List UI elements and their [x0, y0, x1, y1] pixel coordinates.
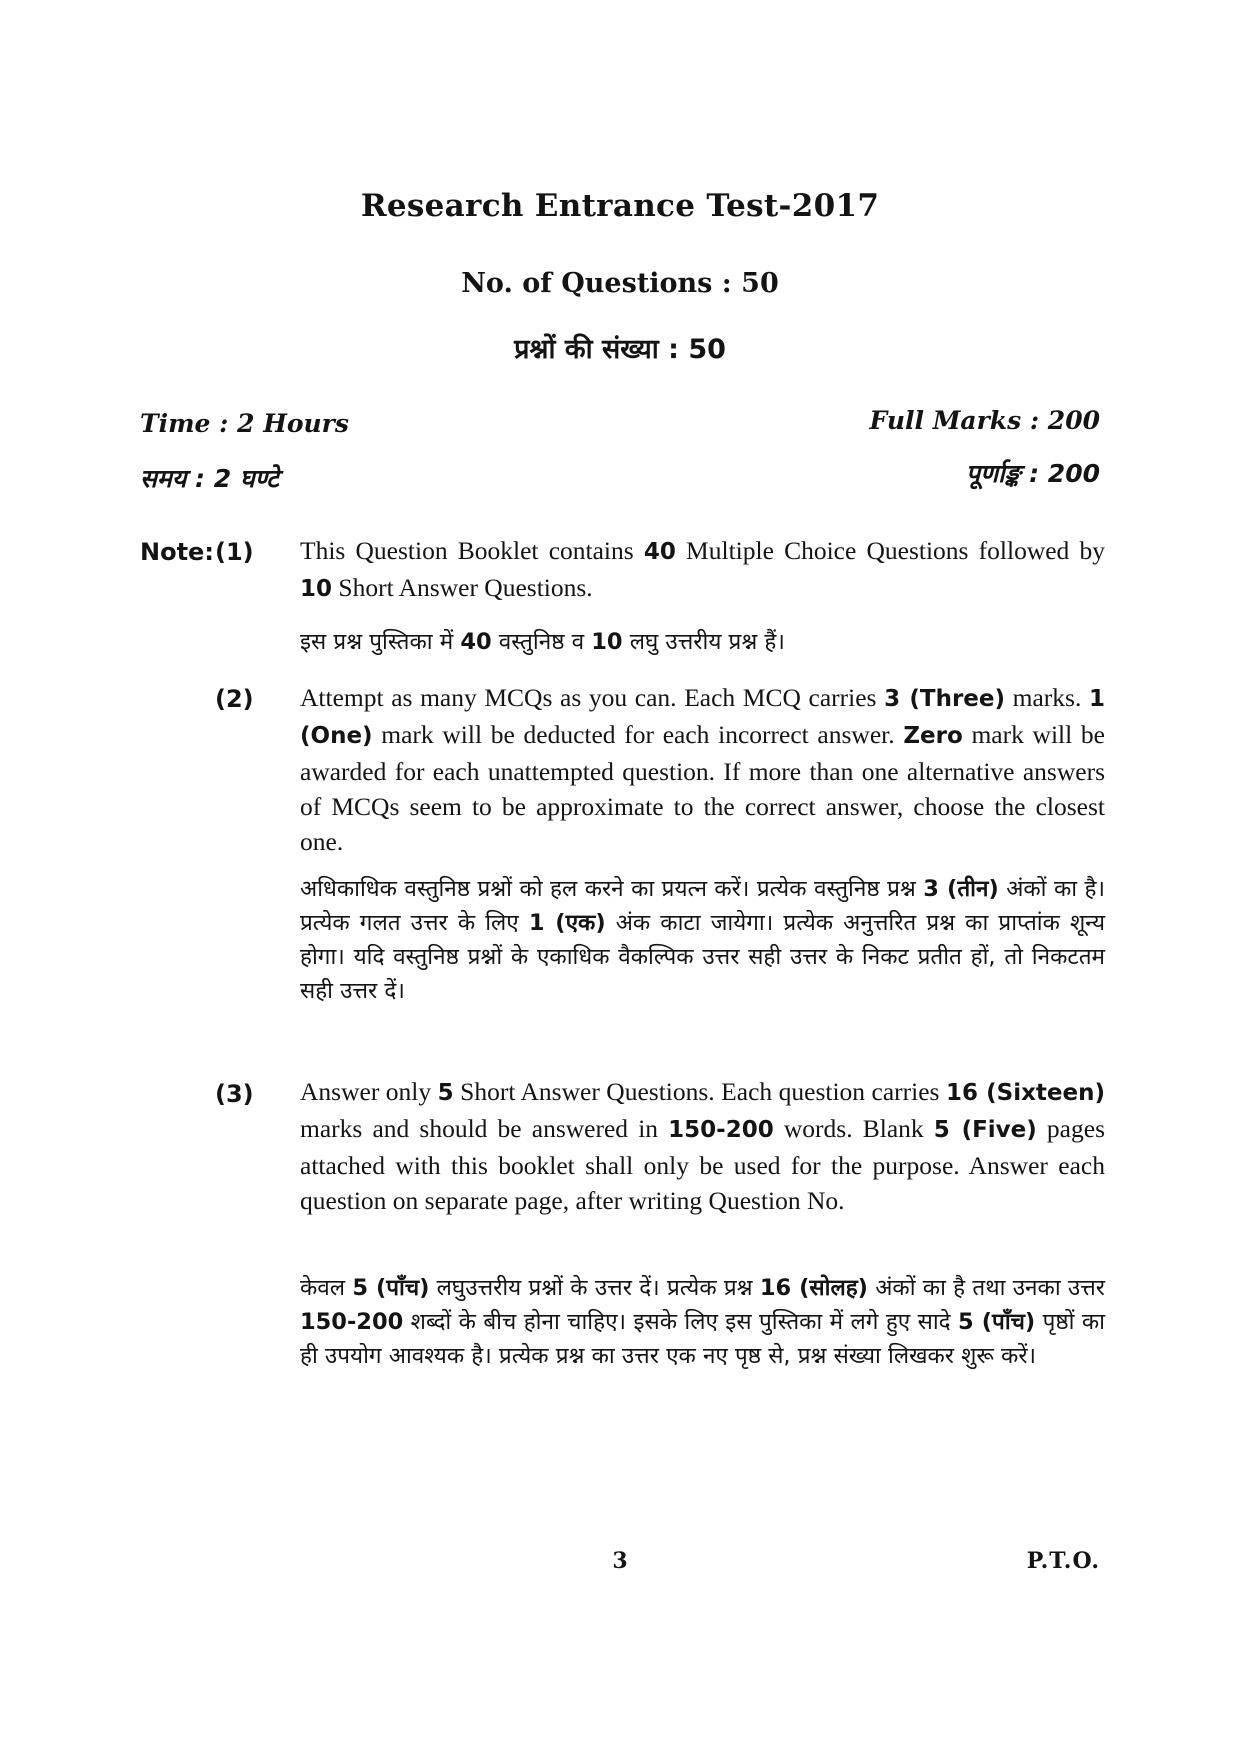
note-number-2: (2): [215, 685, 254, 713]
full-marks-hi: पूर्णाङ्क : 200: [965, 459, 1100, 488]
time-hi: समय : 2 घण्टे: [140, 464, 279, 493]
pto-label: P.T.O.: [1026, 1548, 1100, 1574]
note-1-hi: इस प्रश्न पुस्तिका में 40 वस्तुनिष्ठ व 10 लघु उत्तरीय प्रश्न हैं।: [300, 629, 785, 655]
note-number-3: (3): [215, 1080, 254, 1108]
note-3-en: Answer only 5 Short Answer Questions. Each question carries 16 (Sixteen) marks and should be answered in 150-200 words. Blank 5 (Five) pages attached with this booklet shall only be used for the purpose. Answer each question on separate page, after writing Question No.: [300, 1077, 1105, 1215]
note-number-1: (1): [215, 538, 254, 566]
page-number: 3: [612, 1548, 628, 1574]
note-2-hi: अधिकाधिक वस्तुनिष्ठ प्रश्नों को हल करने का प्रयत्न करें। प्रत्येक वस्तुनिष्ठ प्रश्न 3 (तीन) अंकों का है। प्रत्येक गलत उत्तर के लिए 1 (एक) अंक काटा जायेगा। प्रत्येक अनुत्तरित प्रश्न का प्राप्तांक शून्य होगा। यदि वस्तुनिष्ठ प्रश्नों के एकाधिक वैकल्पिक उत्तर सही उत्तर के निकट प्रतीत हों, तो निकटतम सही उत्तर दें।: [300, 876, 1105, 1004]
time-en: Time : 2 Hours: [140, 409, 349, 438]
note-3-hi: केवल 5 (पाँच) लघुउत्तरीय प्रश्नों के उत्तर दें। प्रत्येक प्रश्न 16 (सोलह) अंकों का है तथा उनका उत्तर 150-200 शब्दों के बीच होना चाहिए। इसके लिए इस पुस्तिका में लगे हुए सादे 5 (पाँच) पृष्ठों का ही उपयोग आवश्यक है। प्रत्येक प्रश्न का उत्तर एक नए पृष्ठ से, प्रश्न संख्या लिखकर शुरू करें।: [300, 1275, 1105, 1369]
num-questions-hi: प्रश्नों की संख्या : 50: [514, 334, 726, 365]
note-2-en: Attempt as many MCQs as you can. Each MCQ carries 3 (Three) marks. 1 (One) mark will be deducted for each incorrect answer. Zero mark will be awarded for each unattempted question. If more than one alternative answers of MCQs seem to be approximate to the correct answer, choose the closest one.: [300, 683, 1105, 856]
page-title: Research Entrance Test-2017: [360, 188, 880, 224]
note-label: [140, 538, 214, 566]
num-questions-en: No. of Questions : 50: [461, 268, 779, 299]
note-1-en: This Question Booklet contains 40 Multiple Choice Questions followed by 10 Short Answer Questions.: [300, 536, 1105, 602]
note-label-text: Note:: [140, 538, 214, 566]
full-marks-en: Full Marks : 200: [869, 406, 1100, 435]
